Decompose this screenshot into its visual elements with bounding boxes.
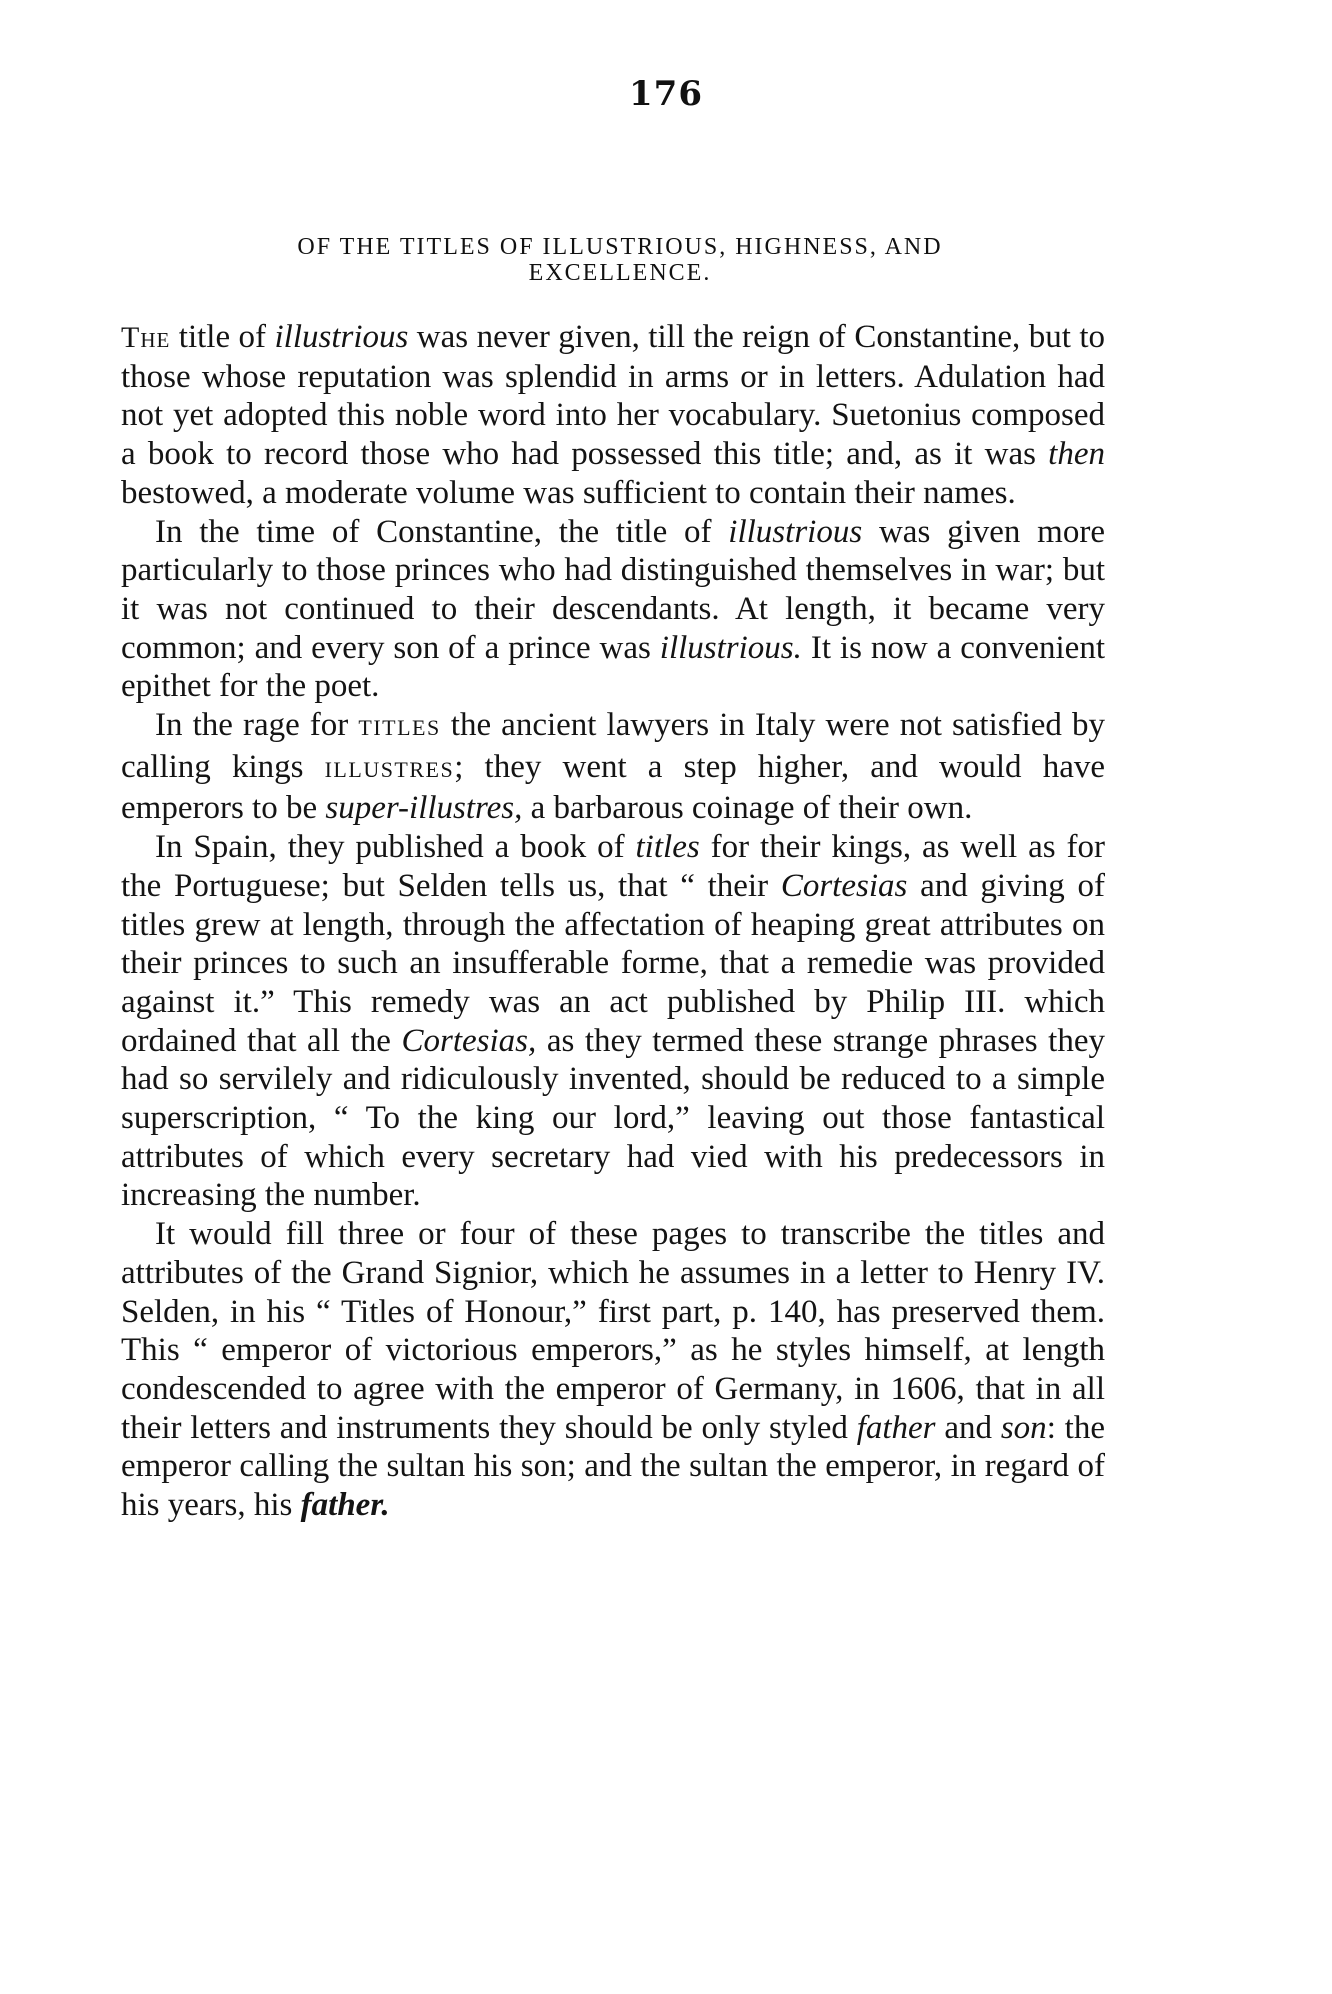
italic-run: Cortesias, bbox=[401, 1022, 537, 1059]
text-run: In the rage for bbox=[155, 707, 359, 744]
italic-run: super-illustres, bbox=[325, 790, 523, 827]
chapter-heading bbox=[160, 234, 1080, 286]
heading-line-1: OF THE TITLES OF ILLUSTRIOUS, HIGHNESS, AND bbox=[297, 234, 943, 260]
text-run: bestowed, a moderate volume was sufficient to contain their names. bbox=[121, 474, 1016, 511]
small-caps-run: ILLUSTRES bbox=[324, 756, 455, 782]
paragraph-3 bbox=[121, 706, 1105, 828]
page-number: 176 bbox=[629, 74, 703, 114]
paragraph-1 bbox=[121, 318, 1105, 513]
text-run: : the emperor calling the sultan his son; and the sultan the emperor, in regard of his years, his bbox=[121, 1409, 1106, 1524]
text-run: a barbarous coinage of their own. bbox=[522, 790, 973, 827]
text-run: ; they went a step higher, and would have emperors to be bbox=[121, 748, 1105, 827]
paragraph-2 bbox=[121, 513, 1105, 707]
text-run: for their kings, as well as for the Portuguese; but Selden tells us, that “ their bbox=[121, 829, 1105, 904]
text-run: It would fill three or four of these pages to transcribe the titles and attributes of the Grand Signior, which he assumes in a letter to Henry IV. Selden, in his “ Titles of Honour,” first part, p. 140, has preserved them. This “ emperor of victorious emperors,” as he styles himself, at length condescended to agree with the emperor of Germany, in 1606, that in all their letters and instruments they should be only styled bbox=[121, 1216, 1105, 1446]
italic-run: titles bbox=[635, 829, 700, 866]
italic-run: illustrious bbox=[728, 513, 863, 550]
heading-line-2: EXCELLENCE. bbox=[528, 260, 712, 286]
italic-run: son bbox=[1000, 1409, 1047, 1446]
opening-word: The bbox=[121, 321, 171, 354]
italic-run: father. bbox=[300, 1487, 390, 1524]
italic-run: illustrious. bbox=[659, 629, 802, 666]
text-run: and bbox=[935, 1409, 1001, 1446]
text-run: title of bbox=[170, 319, 275, 355]
italic-run: Cortesias bbox=[780, 867, 908, 904]
text-run: In Spain, they published a book of bbox=[155, 829, 636, 866]
text-run: In the time of Constantine, the title of bbox=[155, 513, 729, 550]
text-run: and giving of titles grew at length, through the affectation of heaping great attributes on their princes to such an insufferable forme, that a remedie was provided against it.” This remedy was an act published by Philip III. which ordained that all the bbox=[121, 867, 1105, 1059]
body-text bbox=[121, 318, 1105, 1525]
text-run: was given more particularly to those princes who had distinguished themselves in war; but it was not continued to their descendants. At length, it became very common; and every son of a prince was bbox=[121, 513, 1105, 666]
text-run: It is now a convenient epithet for the poet. bbox=[121, 629, 1105, 705]
italic-run: father bbox=[856, 1409, 936, 1446]
text-run: was never given, till the reign of Constantine, but to those whose reputation was splendid in arms or in letters. Adulation had not yet adopted this noble word into her vocabulary. Suetonius composed a book to record those who had possessed this title; and, as it was bbox=[121, 319, 1105, 473]
paragraph-4 bbox=[121, 828, 1105, 1215]
text-run: as they termed these strange phrases they had so servilely and ridiculously invented, should be reduced to a simple superscription, “ To the king our lord,” leaving out those fantastical attributes of which every secretary had vied with his predecessors in increasing the number. bbox=[121, 1022, 1105, 1214]
small-caps-run: TITLES bbox=[358, 715, 441, 741]
paragraph-5 bbox=[121, 1215, 1105, 1525]
italic-run: then bbox=[1048, 436, 1105, 473]
text-run: the ancient lawyers in Italy were not satisfied by calling kings bbox=[121, 707, 1105, 785]
italic-run: illustrious bbox=[274, 319, 409, 355]
